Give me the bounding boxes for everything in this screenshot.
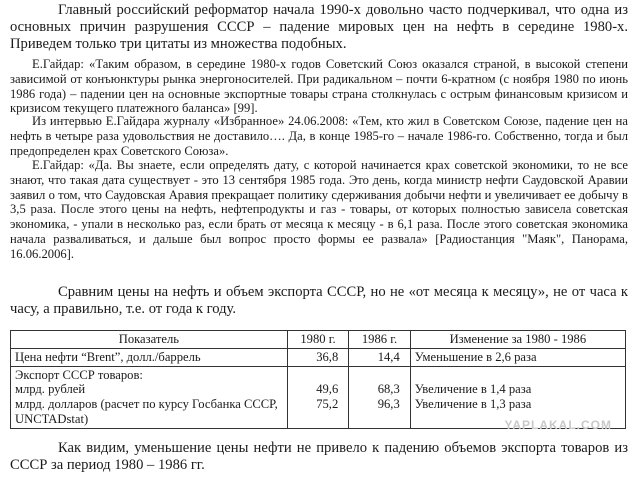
table-header-row — [11, 331, 626, 349]
conclusion-paragraph: Как видим, уменьшение цены нефти не привело к падению объемов экспорта товаров из СССР за период 1980 – 1986 гг. — [10, 440, 628, 474]
intro-paragraph: Главный российский реформатор начала 1990-х довольно часто подчеркивал, что одна из основных причин разрушения СССР – падение мировых цен на нефть в середине 1980-х. Приведем только три цитаты из множества подобных. — [10, 2, 628, 53]
export-rubles-1986: 68,3 — [377, 382, 400, 397]
table-header-cell: 1980 г. — [287, 331, 349, 349]
export-table — [10, 330, 626, 429]
table-cell: Цена нефти “Brent”, долл./баррель — [11, 348, 288, 366]
quote-paragraph-3: Е.Гайдар: «Да. Вы знаете, если определять дату, с которой начинается крах советской экономики, то не все знают, что такая дата существует - это 13 сентября 1985 года. Это день, когда министр нефти Саудовской Аравии заявил о том, что Саудовская Аравия прекращает политику сдерживания добычи нефти и увеличивает ее добычу в 3,5 раза. После этого цены на нефть, нефтепродукты и газ - товары, от которых полностью зависела советская экономика, - упали в несколько раз, если брать от месяца к месяцу - в 6,1 раза. После этого советская экономика начала разваливаться, и дальше был вопрос просто формы ее развала» [Радиостанция "Маяк", Панорама, 16.06.2006]. — [10, 158, 628, 261]
table-cell: 36,8 — [287, 348, 349, 366]
watermark-logo: YAPLAKAL.COM — [504, 418, 612, 432]
table-cell: Уменьшение в 2,6 раза — [410, 348, 625, 366]
table-header-cell: 1986 г. — [349, 331, 411, 349]
quote-paragraph-1: Е.Гайдар: «Таким образом, в середине 1980-х годов Советский Союз оказался страной, в высокой степени зависимой от конъюнктуры рынка энергоносителей. При радикальном – почти 6-кратном (с ноября 1980 по июнь 1986 года) – падении цен на основные экспортные товары страна столкнулась с острым финансовым кризисом и кризисом текущего платежного баланса» [99]. — [10, 57, 628, 116]
export-rubles-1980: 49,6 — [316, 382, 339, 397]
export-rubles-change: Увеличение в 1,4 раза — [414, 382, 532, 397]
export-dollars-1986: 96,3 — [377, 397, 400, 412]
table-header-cell: Изменение за 1980 - 1986 — [410, 331, 625, 349]
table-cell — [349, 366, 411, 428]
export-dollars-label: млрд. долларов (расчет по курсу Госбанка СССР, UNCTADstat) — [15, 397, 278, 426]
export-dollars-1980: 75,2 — [316, 397, 339, 412]
table-row — [11, 348, 626, 366]
export-dollars-change: Увеличение в 1,3 раза — [414, 397, 532, 412]
export-rubles-label: млрд. рублей — [15, 382, 86, 397]
table-header-cell: Показатель — [11, 331, 288, 349]
quote-paragraph-2: Из интервью Е.Гайдара журналу «Избранное» 24.06.2008: «Тем, кто жил в Советском Союзе, падение цен на нефть в четыре раза удовольствия не доставило…. Да, в конце 1985-го – начале 1986-го. Собственно, тогда и был предопределен крах Советского Союза». — [10, 114, 628, 158]
table-cell — [287, 366, 349, 428]
table-cell — [11, 366, 288, 428]
export-title: Экспорт СССР товаров: — [15, 367, 143, 382]
table-cell: 14,4 — [349, 348, 411, 366]
comparison-paragraph: Сравним цены на нефть и объем экспорта СССР, но не «от месяца к месяцу», не от часа к часу, а правильно, т.е. от года к году. — [10, 284, 628, 318]
